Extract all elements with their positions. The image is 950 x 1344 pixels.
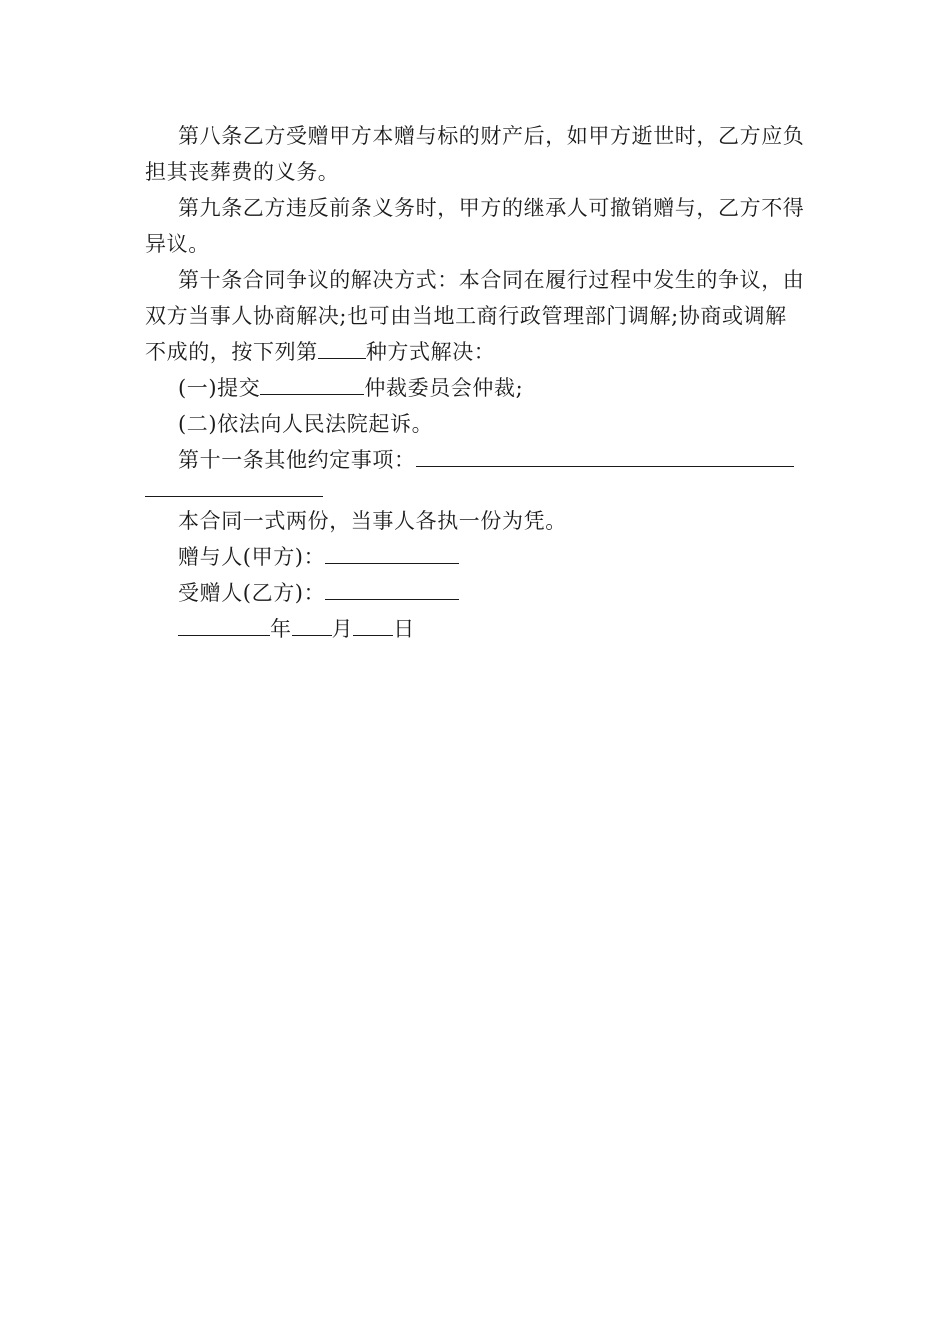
copies-statement: 本合同一式两份，当事人各执一份为凭。 bbox=[178, 509, 567, 533]
other-terms-blank bbox=[416, 444, 794, 467]
article-11 bbox=[145, 442, 805, 478]
month-label: 月 bbox=[331, 617, 354, 641]
option-arbitration bbox=[145, 370, 805, 406]
method-number-blank bbox=[318, 336, 366, 359]
other-terms-continuation-line bbox=[145, 478, 323, 497]
donee-signature-blank bbox=[325, 577, 459, 600]
article-10 bbox=[145, 262, 805, 370]
donor-signature-line bbox=[145, 539, 805, 575]
article-8: 第八条乙方受赠甲方本赠与标的财产后，如甲方逝世时，乙方应负担其丧葬费的义务。 bbox=[145, 124, 805, 184]
contract-body bbox=[145, 118, 805, 647]
donor-signature-blank bbox=[325, 541, 459, 564]
donor-label: 赠与人(甲方)： bbox=[178, 545, 326, 569]
month-blank bbox=[292, 613, 332, 636]
year-blank bbox=[178, 613, 270, 636]
article-10-intro: 第十条合同争议的解决方式：本合同在履行过程中发生的争议，由双方当事人协商解决;也可由当地工商行政管理部门调解;协商或调解不成的，按下列第 bbox=[145, 268, 805, 364]
arbitration-committee-blank bbox=[260, 372, 364, 395]
option-court: (二)依法向人民法院起诉。 bbox=[178, 412, 434, 436]
year-label: 年 bbox=[270, 617, 292, 641]
article-11-label: 第十一条其他约定事项： bbox=[178, 448, 416, 472]
option-1-prefix: (一)提交 bbox=[178, 376, 261, 400]
day-label: 日 bbox=[393, 617, 415, 641]
donee-label: 受赠人(乙方)： bbox=[178, 581, 326, 605]
donee-signature-line bbox=[145, 575, 805, 611]
day-blank bbox=[353, 613, 393, 636]
option-1-suffix: 仲裁委员会仲裁; bbox=[364, 376, 524, 400]
article-10-tail: 种方式解决： bbox=[365, 340, 496, 364]
date-line bbox=[145, 611, 805, 647]
article-9: 第九条乙方违反前条义务时，甲方的继承人可撤销赠与，乙方不得异议。 bbox=[145, 196, 805, 256]
